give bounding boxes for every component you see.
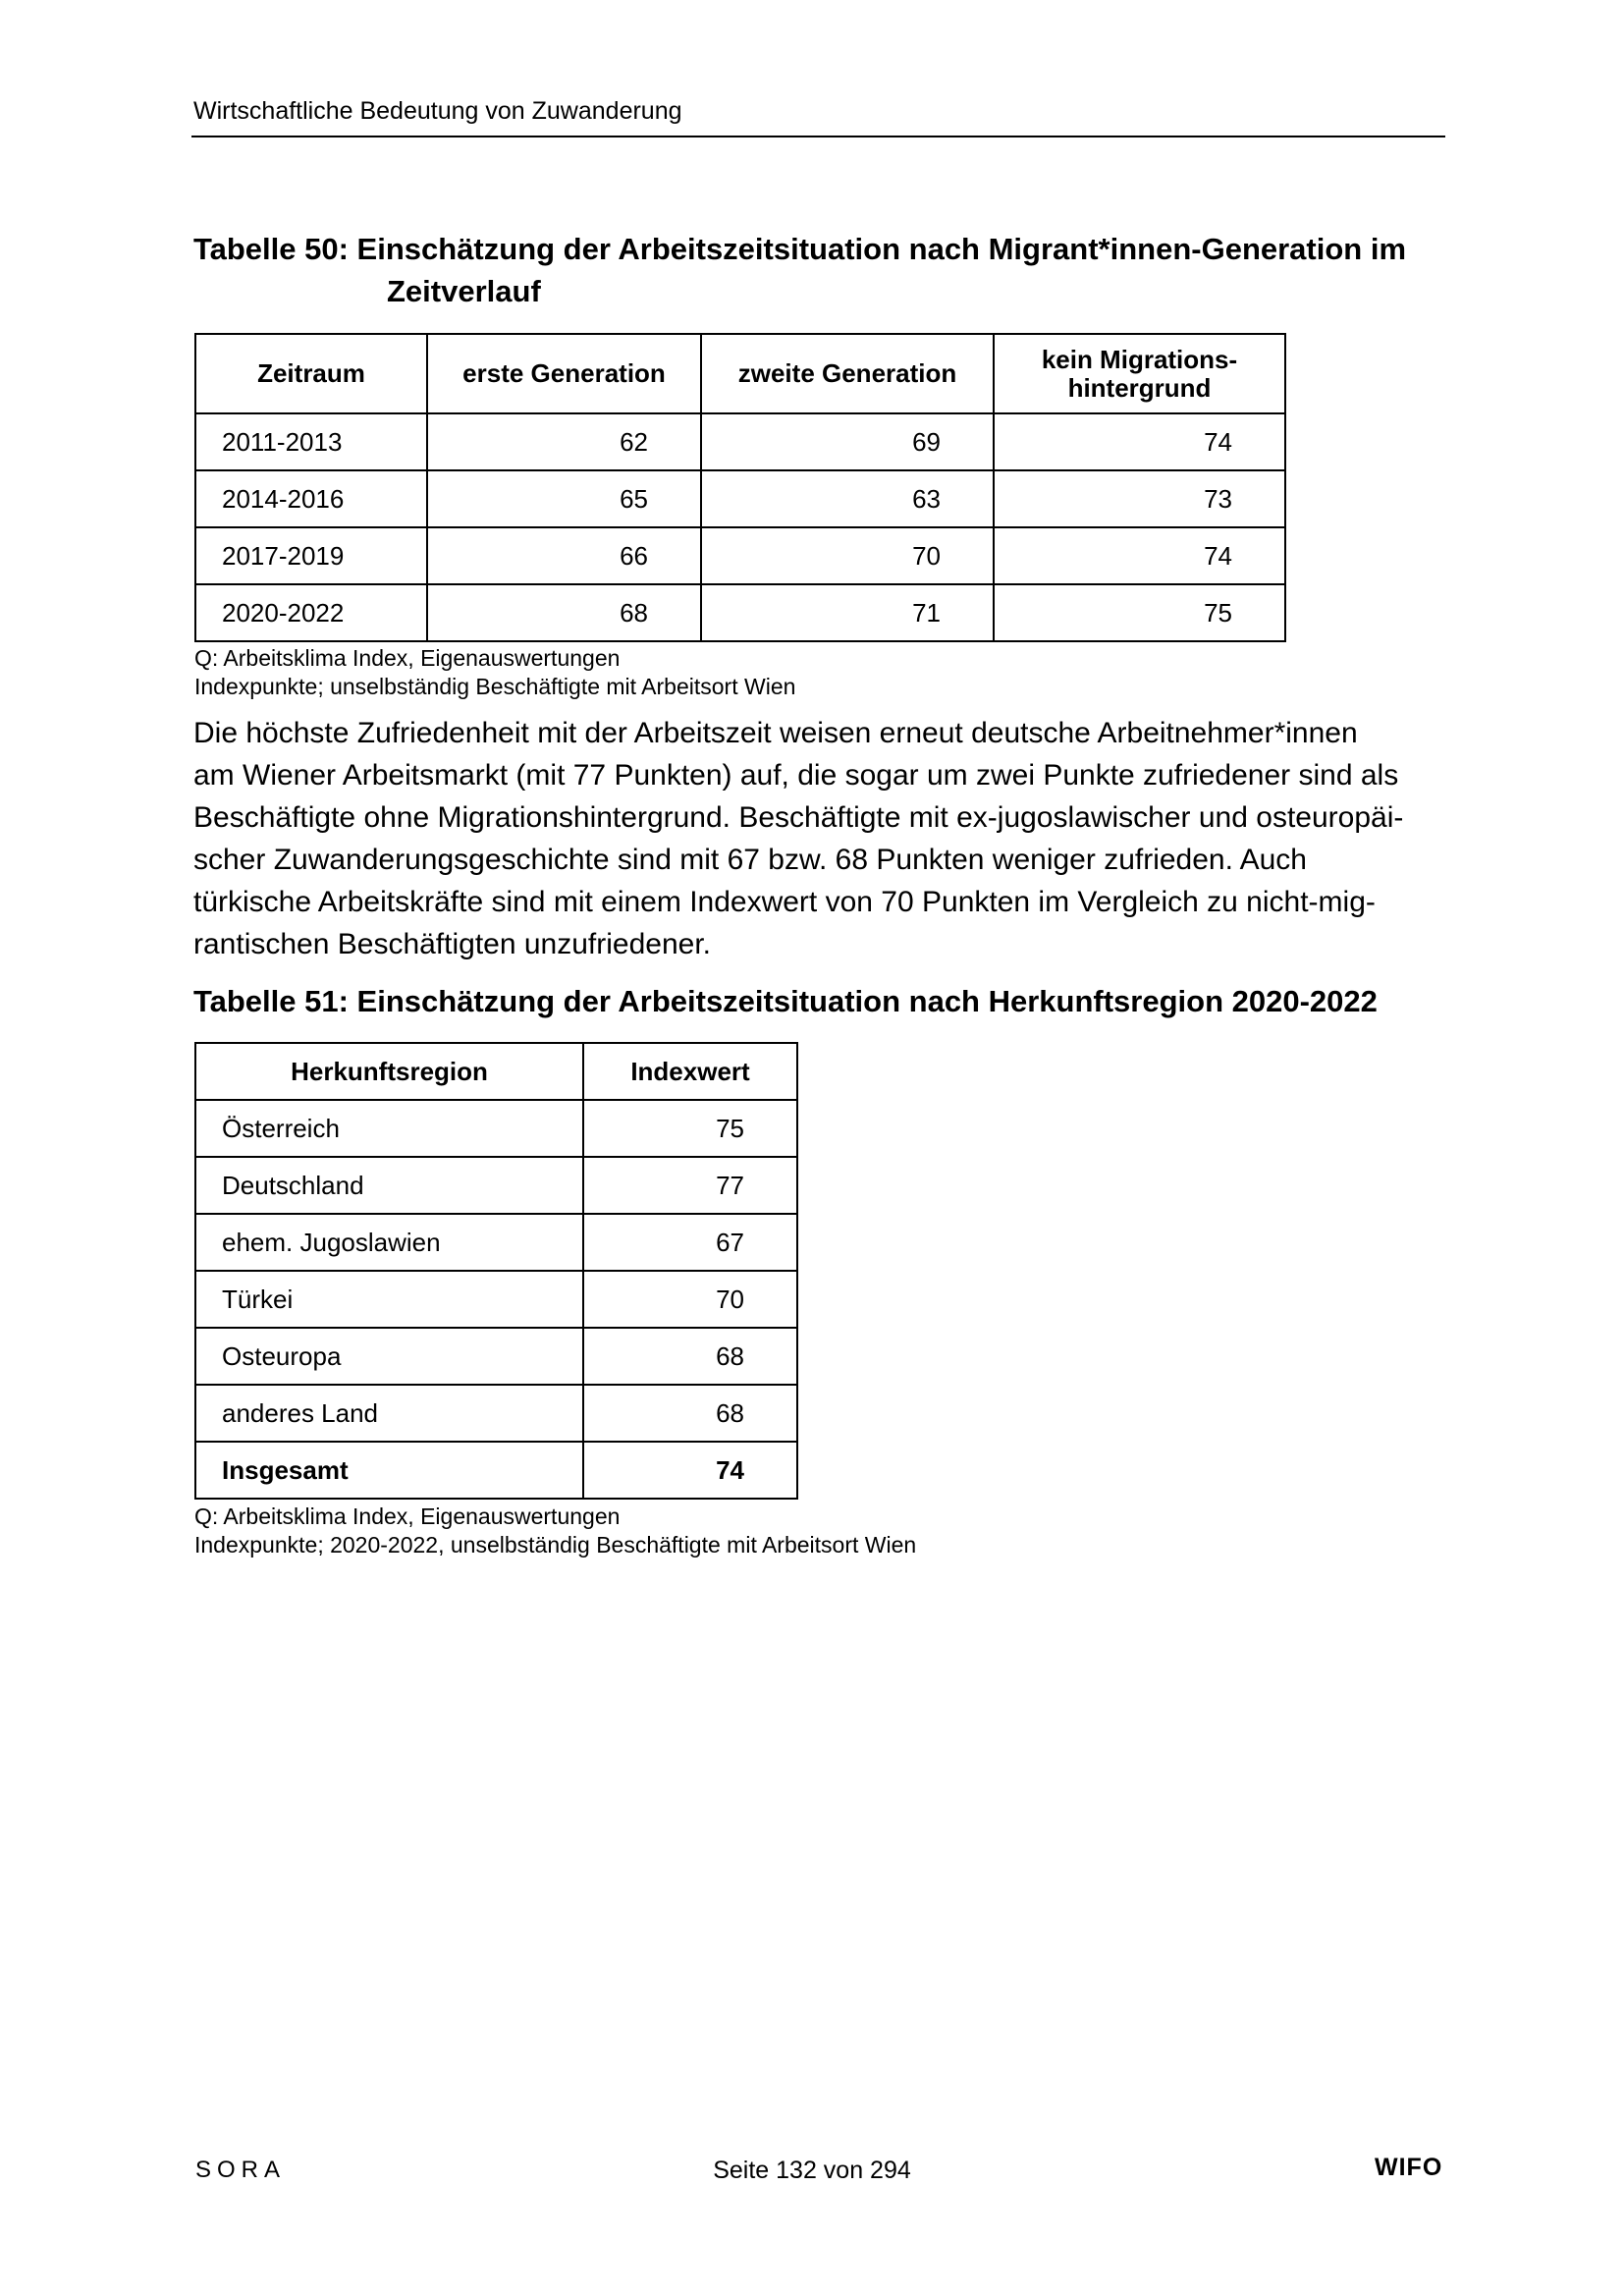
table50-caption-line2: Zeitverlauf xyxy=(387,274,541,308)
table50-col-no-migration-line2: hintergrund xyxy=(1067,372,1212,403)
table-row xyxy=(195,1157,797,1214)
footer-sora-logo: SORA xyxy=(195,2157,287,2183)
table51-caption: Tabelle 51: Einschätzung der Arbeitszeitsituation nach Herkunftsregion 2020-2022 xyxy=(193,984,1378,1018)
first-gen-cell: 62 xyxy=(427,413,701,470)
region-cell: anderes Land xyxy=(195,1385,583,1442)
table50-col-no-migration-line1: kein Migrations- xyxy=(1041,344,1238,374)
no-migration-cell: 74 xyxy=(994,413,1285,470)
table51 xyxy=(194,1042,798,1500)
running-header: Wirtschaftliche Bedeutung von Zuwanderung xyxy=(193,97,682,125)
period-cell: 2011-2013 xyxy=(195,413,427,470)
value-cell: 77 xyxy=(583,1157,797,1214)
table-row xyxy=(195,1100,797,1157)
table-row xyxy=(195,413,1285,470)
footer-wifo-logo: WIFO xyxy=(1375,2154,1443,2181)
period-cell: 2020-2022 xyxy=(195,584,427,641)
region-cell: Deutschland xyxy=(195,1157,583,1214)
table50 xyxy=(194,333,1286,642)
no-migration-cell: 75 xyxy=(994,584,1285,641)
value-cell: 67 xyxy=(583,1214,797,1271)
region-cell: Türkei xyxy=(195,1271,583,1328)
value-cell: 70 xyxy=(583,1271,797,1328)
table50-source: Q: Arbeitsklima Index, Eigenauswertungen xyxy=(194,645,621,671)
second-gen-cell: 69 xyxy=(701,413,994,470)
value-cell: 68 xyxy=(583,1385,797,1442)
region-cell: Österreich xyxy=(195,1100,583,1157)
period-cell: 2014-2016 xyxy=(195,470,427,527)
table-row xyxy=(195,527,1285,584)
second-gen-cell: 63 xyxy=(701,470,994,527)
value-cell: 75 xyxy=(583,1100,797,1157)
table-row xyxy=(195,1328,797,1385)
table51-col-value: Indexwert xyxy=(583,1043,797,1100)
second-gen-cell: 70 xyxy=(701,527,994,584)
table50-col-second-gen: zweite Generation xyxy=(701,334,994,413)
first-gen-cell: 66 xyxy=(427,527,701,584)
table-row xyxy=(195,1271,797,1328)
page-number: Seite 132 von 294 xyxy=(713,2157,911,2184)
header-rule xyxy=(191,136,1445,137)
table50-col-no-migration xyxy=(994,334,1285,413)
region-cell: Osteuropa xyxy=(195,1328,583,1385)
value-cell-total: 74 xyxy=(583,1442,797,1499)
no-migration-cell: 74 xyxy=(994,527,1285,584)
region-cell: ehem. Jugoslawien xyxy=(195,1214,583,1271)
value-cell: 68 xyxy=(583,1328,797,1385)
table51-source: Q: Arbeitsklima Index, Eigenauswertungen xyxy=(194,1503,621,1529)
table50-col-zeitraum: Zeitraum xyxy=(195,334,427,413)
table51-col-region: Herkunftsregion xyxy=(195,1043,583,1100)
table-row-total xyxy=(195,1442,797,1499)
second-gen-cell: 71 xyxy=(701,584,994,641)
no-migration-cell: 73 xyxy=(994,470,1285,527)
table-row xyxy=(195,1385,797,1442)
first-gen-cell: 65 xyxy=(427,470,701,527)
table50-header-row xyxy=(195,334,1285,413)
table50-col-first-gen: erste Generation xyxy=(427,334,701,413)
table-row xyxy=(195,584,1285,641)
region-cell-total: Insgesamt xyxy=(195,1442,583,1499)
first-gen-cell: 68 xyxy=(427,584,701,641)
period-cell: 2017-2019 xyxy=(195,527,427,584)
table50-caption-line1: Tabelle 50: Einschätzung der Arbeitszeitsituation nach Migrant*innen-Generation im xyxy=(193,232,1407,266)
body-paragraph: Die höchste Zufriedenheit mit der Arbeitszeit weisen erneut deutsche Arbeitnehmer*innen am Wiener Arbeitsmarkt (mit 77 Punkten) auf, die sogar um zwei Punkte zufriedener sind als Beschäftigte ohne Migrationshintergrund. Beschäftigte mit ex-jugoslawischer und osteuropäi- scher Zuwanderungsgeschichte sind mit 67 bzw. 68 Punkten weniger zufrieden. Auch türkische Arbeitskräfte sind mit einem Indexwert von 70 Punkten im Vergleich zu nicht-mig- rantischen Beschäftigten unzufriedener. xyxy=(193,717,1404,960)
table51-note: Indexpunkte; 2020-2022, unselbständig Beschäftigte mit Arbeitsort Wien xyxy=(194,1532,917,1558)
table-row xyxy=(195,1214,797,1271)
table51-header-row xyxy=(195,1043,797,1100)
table-row xyxy=(195,470,1285,527)
table50-caption xyxy=(193,228,1406,312)
table50-note: Indexpunkte; unselbständig Beschäftigte mit Arbeitsort Wien xyxy=(194,674,796,699)
